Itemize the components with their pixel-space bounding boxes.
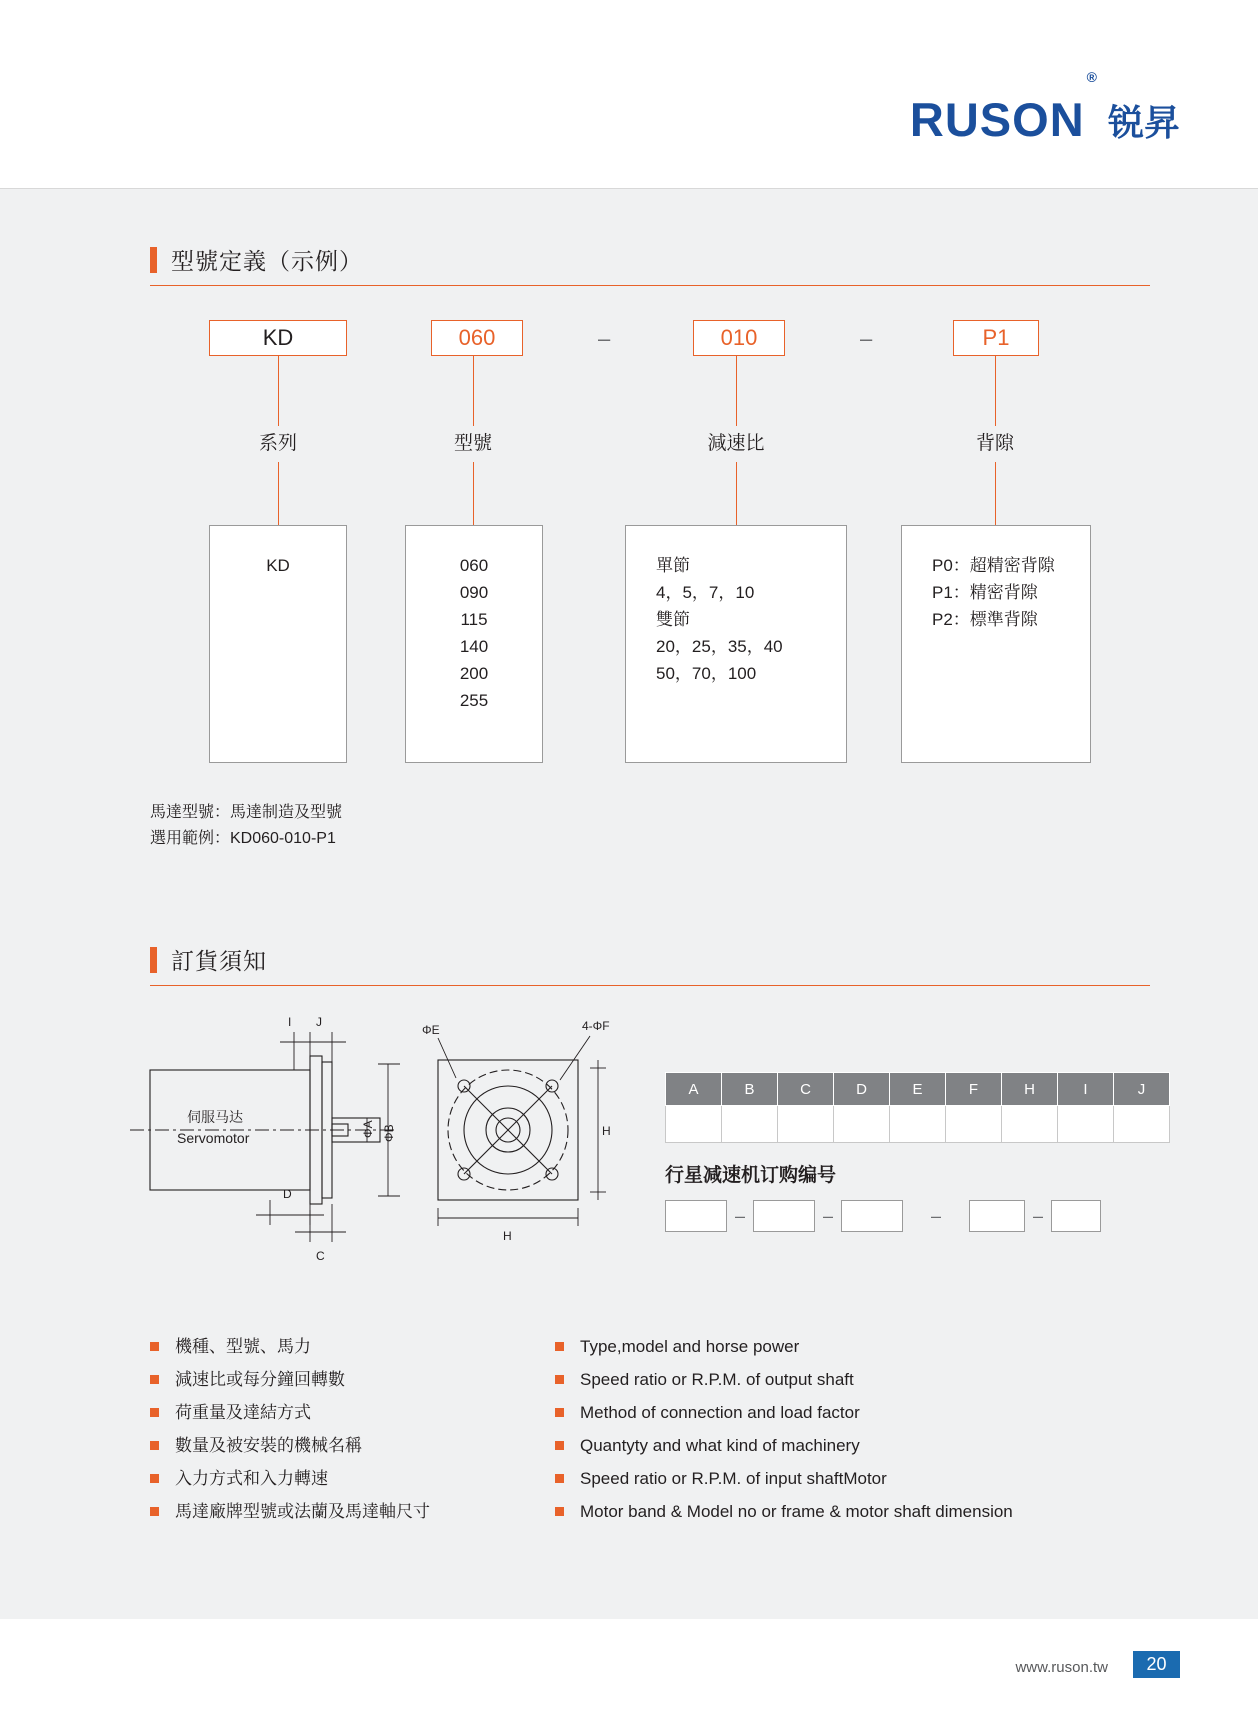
detail-line: 雙節 (656, 610, 690, 629)
dim-label-j: J (316, 1015, 322, 1029)
table-header-cell: D (834, 1073, 890, 1106)
connector-model-top (473, 356, 474, 426)
bullet-square-icon (555, 1474, 564, 1483)
detail-line: P0：超精密背隙 (932, 556, 1055, 575)
order-dash-4: – (1033, 1205, 1044, 1226)
bullet-square-icon (150, 1408, 159, 1417)
list-item (150, 1396, 570, 1429)
dim-label-c: C (316, 1249, 325, 1263)
bullet-square-icon (150, 1474, 159, 1483)
detail-line: 255 (459, 691, 489, 710)
list-item (150, 1330, 570, 1363)
detail-line: KD (266, 556, 290, 575)
list-item (555, 1396, 1115, 1429)
model-note-1: 馬達型號：馬達制造及型號 (150, 804, 343, 821)
detail-box-series (209, 525, 347, 763)
detail-box-ratio (625, 525, 847, 763)
connector-series-top (278, 356, 279, 426)
detail-box-backlash (901, 525, 1091, 763)
bullet-square-icon (555, 1342, 564, 1351)
dim-label-d: D (283, 1187, 292, 1201)
table-header-cell: I (1058, 1073, 1114, 1106)
connector-model-bottom (473, 462, 474, 525)
list-item (555, 1330, 1115, 1363)
heading-accent-bar (150, 947, 157, 973)
list-item-label: 數量及被安裝的機械名稱 (175, 1436, 362, 1455)
detail-line: 140 (459, 637, 489, 656)
list-item-label: 入力方式和入力轉速 (175, 1469, 328, 1488)
list-item (555, 1462, 1115, 1495)
table-cell[interactable] (1002, 1106, 1058, 1143)
dim-label-a: ΦA (361, 1120, 375, 1138)
detail-line: P2：標準背隙 (932, 610, 1038, 629)
order-field-3[interactable] (841, 1200, 903, 1232)
code-separator-1: – (598, 326, 611, 351)
table-cell[interactable] (946, 1106, 1002, 1143)
bullet-square-icon (150, 1441, 159, 1450)
table-cell[interactable] (778, 1106, 834, 1143)
dim-label-i: I (288, 1015, 292, 1029)
detail-line: 115 (460, 610, 488, 629)
list-item (150, 1429, 570, 1462)
dim-label-b: ΦB (382, 1124, 396, 1142)
model-definition-title: 型號定義（示例） (171, 248, 363, 274)
table-cell[interactable] (722, 1106, 778, 1143)
bullet-square-icon (555, 1507, 564, 1516)
category-label-backlash: 背隙 (975, 433, 1014, 454)
code-box-backlash: P1 (953, 320, 1039, 356)
list-item (150, 1495, 570, 1528)
detail-line: 單節 (656, 556, 690, 575)
page-number-badge: 20 (1133, 1651, 1180, 1678)
list-item-label: 荷重量及達結方式 (175, 1403, 311, 1422)
table-cell[interactable] (834, 1106, 890, 1143)
detail-line: 20，25，35，40 (656, 637, 783, 656)
order-info-title: 訂貨須知 (171, 948, 267, 974)
code-box-ratio: 010 (693, 320, 785, 356)
list-item (555, 1363, 1115, 1396)
detail-line: P1：精密背隙 (932, 583, 1038, 602)
detail-box-model (405, 525, 543, 763)
list-item-label: Speed ratio or R.P.M. of output shaft (580, 1370, 854, 1389)
brand-name-cn: 锐昇 (1107, 102, 1180, 143)
motor-label-en: Servomotor (177, 1130, 250, 1146)
code-box-model: 060 (431, 320, 523, 356)
model-definition-heading (150, 243, 363, 276)
table-header-cell: H (1002, 1073, 1058, 1106)
order-dash-2: – (823, 1205, 834, 1226)
table-header-cell: C (778, 1073, 834, 1106)
gearbox-drawing (120, 1010, 660, 1270)
list-item (150, 1462, 570, 1495)
model-note-2: 選用範例：KD060-010-P1 (150, 830, 336, 847)
brand-name-text: RUSON (909, 93, 1085, 146)
order-field-4[interactable] (969, 1200, 1025, 1232)
list-item-label: 機種、型號、馬力 (175, 1337, 311, 1356)
motor-label-cn: 伺服马达 (187, 1109, 243, 1125)
dim-label-h-bottom: H (503, 1229, 512, 1243)
category-label-ratio: 減速比 (707, 433, 765, 454)
connector-series-bottom (278, 462, 279, 525)
list-item-label: Speed ratio or R.P.M. of input shaftMotor (580, 1469, 887, 1488)
order-info-heading (150, 943, 267, 976)
list-item-label: 減速比或每分鐘回轉數 (175, 1370, 345, 1389)
order-field-5[interactable] (1051, 1200, 1101, 1232)
table-cell[interactable] (890, 1106, 946, 1143)
table-cell[interactable] (1058, 1106, 1114, 1143)
table-row (666, 1106, 1170, 1143)
bullet-square-icon (150, 1375, 159, 1384)
order-info-rule (150, 985, 1150, 986)
table-cell[interactable] (1114, 1106, 1170, 1143)
bullet-square-icon (555, 1408, 564, 1417)
detail-line: 50，70，100 (656, 664, 757, 683)
bullet-square-icon (555, 1441, 564, 1450)
dim-label-h-side: H (602, 1124, 611, 1138)
list-item (555, 1429, 1115, 1462)
code-box-series: KD (209, 320, 347, 356)
connector-ratio-top (736, 356, 737, 426)
category-label-model: 型號 (453, 433, 492, 454)
list-item-label: Method of connection and load factor (580, 1403, 860, 1422)
list-item-label: 馬達廠牌型號或法蘭及馬達軸尺寸 (175, 1502, 430, 1521)
bullet-square-icon (150, 1507, 159, 1516)
table-header-row (666, 1073, 1170, 1106)
list-item (555, 1495, 1115, 1528)
order-field-1[interactable] (665, 1200, 727, 1232)
list-item-label: Motor band & Model no or frame & motor shaft dimension (580, 1502, 1013, 1521)
brand-name (909, 69, 1098, 146)
dim-label-e: ΦE (422, 1023, 440, 1037)
list-item-label: Type,model and horse power (580, 1337, 800, 1356)
page-footer (0, 1619, 1258, 1719)
category-label-series: 系列 (258, 433, 297, 454)
model-definition-rule (150, 285, 1150, 286)
order-dash-3: – (931, 1205, 942, 1226)
dimension-table (665, 1072, 1170, 1143)
brand-logo (909, 69, 1180, 146)
bullet-square-icon (555, 1375, 564, 1384)
table-header-cell: E (890, 1073, 946, 1106)
table-header-cell: J (1114, 1073, 1170, 1106)
code-separator-2: – (860, 326, 873, 351)
bullets-cn (150, 1330, 570, 1528)
detail-line: 200 (459, 664, 489, 683)
table-header-cell: B (722, 1073, 778, 1106)
order-field-2[interactable] (753, 1200, 815, 1232)
gearbox-drawing-svg (120, 1010, 660, 1270)
connector-backlash-bottom (995, 462, 996, 525)
detail-line: 4，5，7，10 (656, 583, 755, 602)
table-header-cell: A (666, 1073, 722, 1106)
bullet-square-icon (150, 1342, 159, 1351)
page-header (0, 0, 1258, 189)
order-number-fields (665, 1200, 1101, 1232)
registered-icon: ® (1086, 69, 1098, 85)
table-header-cell: F (946, 1073, 1002, 1106)
list-item-label: Quantyty and what kind of machinery (580, 1436, 860, 1455)
table-cell[interactable] (666, 1106, 722, 1143)
detail-line: 090 (459, 583, 489, 602)
connector-backlash-top (995, 356, 996, 426)
footer-website[interactable]: www.ruson.tw (1015, 1659, 1108, 1676)
order-dash-1: – (735, 1205, 746, 1226)
list-item (150, 1363, 570, 1396)
heading-accent-bar (150, 247, 157, 273)
connector-ratio-bottom (736, 462, 737, 525)
detail-line: 060 (459, 556, 489, 575)
dim-label-f: 4-ΦF (582, 1019, 610, 1033)
order-number-title: 行星减速机订购编号 (665, 1165, 837, 1186)
bullets-en (555, 1330, 1115, 1528)
